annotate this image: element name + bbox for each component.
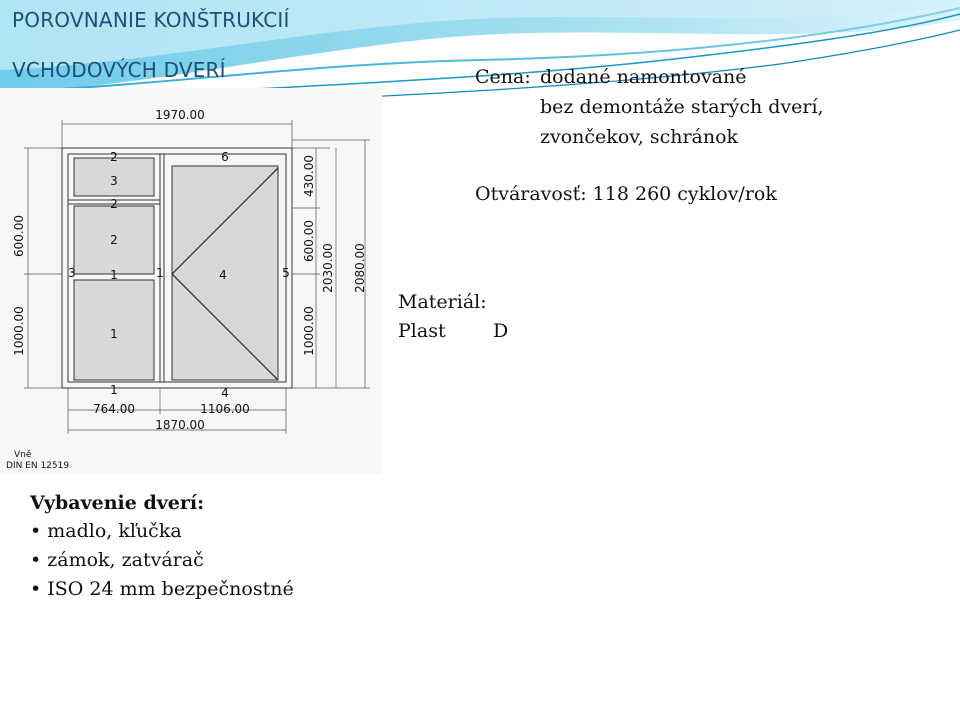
panel-label: 1 xyxy=(110,327,118,341)
panel-label: 5 xyxy=(282,266,290,280)
dim-right-part-label: 1106.00 xyxy=(200,402,250,416)
panel-label: 1 xyxy=(156,266,164,280)
equipment-item: • madlo, kľučka xyxy=(30,520,182,542)
dim-right-mid-label: 600.00 xyxy=(302,220,316,262)
dim-left-lower-label: 1000.00 xyxy=(12,306,26,356)
equipment-item-text: zámok, zatvárač xyxy=(47,549,204,571)
dim-right-top-label: 430.00 xyxy=(302,155,316,197)
panel-label: 4 xyxy=(221,386,229,400)
panel-label: 3 xyxy=(110,174,118,188)
dim-top-label: 1970.00 xyxy=(155,108,205,122)
price-label: Cena: xyxy=(475,66,531,88)
price-line-2: bez demontáže starých dverí, xyxy=(540,96,824,118)
equipment-heading: Vybavenie dverí: xyxy=(30,492,205,514)
openability-text: Otváravosť: 118 260 cyklov/rok xyxy=(475,183,777,205)
slide-title-line-1: POROVNANIE KONŠTRUKCIÍ xyxy=(12,8,290,32)
door-drawing-svg xyxy=(0,88,382,474)
dim-bottom-label: 1870.00 xyxy=(155,418,205,432)
material-label: Materiál: xyxy=(398,291,487,313)
panel-label: 6 xyxy=(221,150,229,164)
price-line-3: zvončekov, schránok xyxy=(540,126,739,148)
dim-left-part-label: 764.00 xyxy=(93,402,135,416)
slide-title-line-2: VCHODOVÝCH DVERÍ xyxy=(12,58,226,82)
material-code: D xyxy=(493,320,509,342)
panel-label: 2 xyxy=(110,233,118,247)
price-line-1: dodané namontované xyxy=(540,66,747,88)
material-type: Plast xyxy=(398,320,446,342)
equipment-item: • ISO 24 mm bezpečnostné xyxy=(30,578,294,600)
door-technical-drawing xyxy=(0,88,382,474)
drawing-note-standard: DIN EN 12519 xyxy=(6,461,70,471)
dim-right-low-label: 1000.00 xyxy=(302,306,316,356)
panel-label: 2 xyxy=(110,197,118,211)
dim-total-2030-label: 2030.00 xyxy=(321,243,335,293)
drawing-note-side: Vně xyxy=(14,450,32,460)
panel-label: 1 xyxy=(110,268,118,282)
panel-label: 1 xyxy=(110,383,118,397)
equipment-item-text: ISO 24 mm bezpečnostné xyxy=(47,578,294,600)
panel-label: 3 xyxy=(68,266,76,280)
panel-label: 4 xyxy=(219,268,227,282)
panel-label: 2 xyxy=(110,150,118,164)
equipment-item-text: madlo, kľučka xyxy=(47,520,182,542)
dim-total-2080-label: 2080.00 xyxy=(353,243,367,293)
dim-left-upper-label: 600.00 xyxy=(12,215,26,257)
equipment-item: • zámok, zatvárač xyxy=(30,549,204,571)
